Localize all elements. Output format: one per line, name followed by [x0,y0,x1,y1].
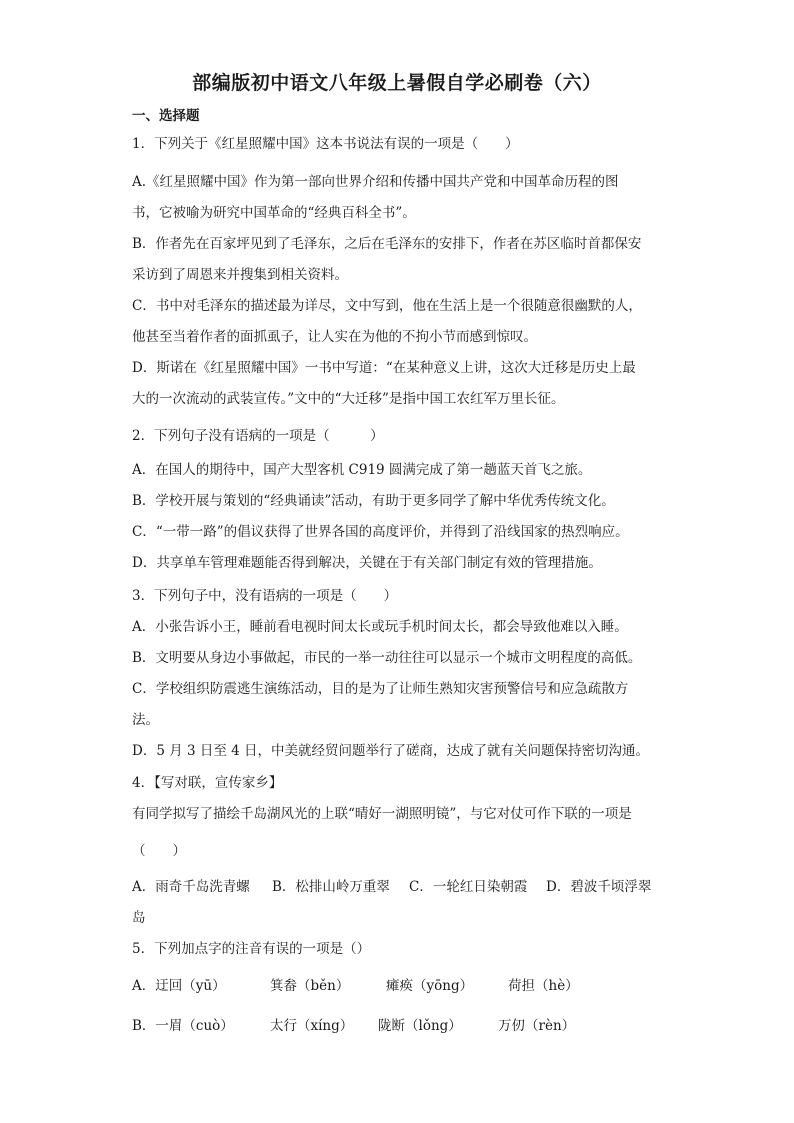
q1-option-b-line1: B．作者先在百家坪见到了毛泽东，之后在毛泽东的安排下，作者在苏区临时首都保安 [132,236,642,252]
q1-option-c-line1: C．书中对毛泽东的描述最为详尽，文中写到，他在生活上是一个很随意很幽默的人， [132,298,642,314]
q3-option-d: D．5 月 3 日至 4 日，中美就经贸问题举行了磋商，达成了就有关问题保持密切沟通。 [132,743,650,759]
section-heading: 一、选择题 [132,108,200,124]
q5-row-b [132,1016,672,1036]
q2-option-c: C．“一带一路”的倡议获得了世界各国的高度评价，并得到了沿线国家的热烈响应。 [132,524,629,540]
q1-option-c-line2: 他甚至当着作者的面抓虱子，让人实在为他的不拘小节而感到惊叹。 [132,329,537,345]
q4-option-a: A．雨奇千岛洗青螺 [132,879,250,895]
q1-option-d-line2: 大的一次流动的武装宣传。”文中的“大迁移”是指中国工农红军万里长征。 [132,391,565,407]
q4-option-d-tail: 岛 [132,910,146,926]
q5-stem: 5．下列加点字的注音有误的一项是（） [132,941,371,957]
q5-row-a-item: 箕畚（běn） [270,978,350,994]
q3-option-a: A．小张告诉小王，睡前看电视时间太长或玩手机时间太长，都会导致他难以入睡。 [132,619,628,635]
q2-option-d: D．共享单车管理难题能否得到解决，关键在于有关部门制定有效的管理措施。 [132,555,602,571]
q2-option-b: B．学校开展与策划的“经典诵读”活动，有助于更多同学了解中华优秀传统文化。 [132,493,615,509]
q4-stem: 有同学拟写了描绘千岛湖风光的上联“晴好一湖照明镜”，与它对仗可作下联的一项是 [132,806,632,822]
q1-stem: 1．下列关于《红星照耀中国》这本书说法有误的一项是（ ） [132,136,519,152]
q5-row-b-item: B．一眉（cuò） [132,1018,234,1034]
q5-row-a-item: A．迂回（yū） [132,978,226,994]
q5-row-a [132,976,672,996]
q2-stem: 2．下列句子没有语病的一项是（ ） [132,428,384,444]
q5-row-b-item: 万仞（rèn） [498,1018,576,1034]
q3-option-c-line1: C．学校组织防震逃生演练活动，目的是为了让师生熟知灾害预警信号和应急疏散方 [132,681,629,697]
q5-row-a-item: 荷担（hè） [508,978,579,994]
q1-option-a-line2: 书，它被喻为研究中国革命的“经典百科全书”。 [132,205,416,221]
q2-option-a: A．在国人的期待中，国产大型客机 C919 圆满完成了第一趟蓝天首飞之旅。 [132,462,592,478]
q3-stem: 3．下列句子中，没有语病的一项是（ ） [132,588,398,604]
q4-answer-paren: （ ） [132,843,186,859]
q5-row-a-item: 瘫痪（yōng） [386,978,474,994]
page-title: 部编版初中语文八年级上暑假自学必刷卷（六） [192,72,602,94]
q3-option-c-line2: 法。 [132,712,159,728]
q5-row-b-item: 陇断（lǒng） [378,1018,462,1034]
q1-option-b-line2: 采访到了周恩来并搜集到相关资料。 [132,267,348,283]
q4-option-c: C．一轮红日染朝霞 [409,879,528,895]
q1-option-d-line1: D．斯诺在《红星照耀中国》一书中写道：“在某种意义上讲，这次大迁移是历史上最 [132,360,636,376]
q5-row-b-item: 太行（xíng） [270,1018,354,1034]
q3-option-b: B．文明要从身边小事做起，市民的一举一动往往可以显示一个城市文明程度的高低。 [132,650,642,666]
q4-option-b: B．松排山岭万重翠 [272,879,390,895]
q4-option-d: D．碧波千顷浮翠 [546,879,652,895]
q4-header: 4．【写对联，宣传家乡】 [132,775,283,791]
q4-options [132,877,672,897]
q1-option-a-line1: A.《红星照耀中国》作为第一部向世界介绍和传播中国共产党和中国革命历程的图 [132,174,619,190]
